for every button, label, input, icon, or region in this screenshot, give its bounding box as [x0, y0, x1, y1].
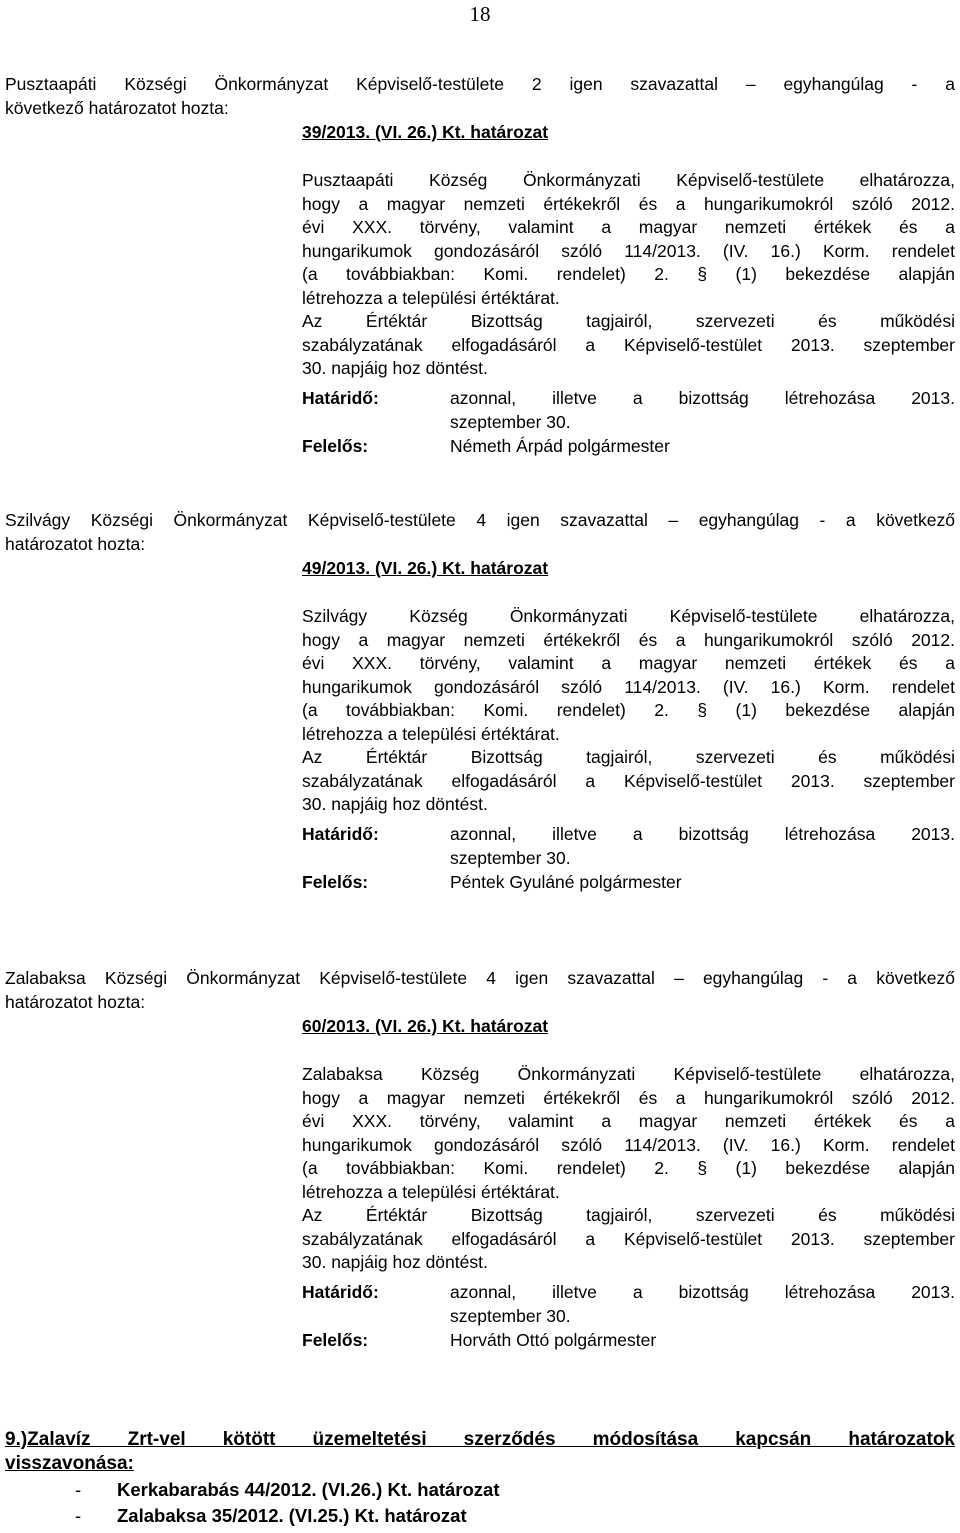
section-intro: Zalabaksa Községi Önkormányzat Képviselő-testülete 4 igen szavazattal – egyhangúlag - a következő [5, 968, 955, 988]
body-line: Az Értéktár Bizottság tagjairól, szervezeti és működési [302, 311, 955, 331]
body-line: évi XXX. törvény, valamint a magyar nemzeti értékek és a [302, 217, 955, 237]
body-line: szabályzatának elfogadásáról a Képviselő-testület 2013. szeptember [302, 334, 955, 355]
resolution-body [302, 1063, 955, 1275]
body-line: 30. napjáig hoz döntést. [302, 794, 488, 814]
responsible-row [302, 1329, 955, 1353]
responsible-row [302, 871, 955, 895]
deadline-row [302, 1281, 955, 1305]
resolution-body [302, 169, 955, 381]
responsible-row [302, 435, 955, 459]
deadline-value-continued: szeptember 30. [450, 1306, 571, 1326]
deadline-row [302, 823, 955, 847]
body-line: létrehozza a települési értéktárat. [302, 1181, 560, 1202]
list-item-text: Kerkabarabás 44/2012. (VI.26.) Kt. határozat [117, 1479, 500, 1500]
body-line: szabályzatának elfogadásáról a Képviselő-testület 2013. szeptember [302, 770, 955, 791]
resolution-number: 39/2013. (VI. 26.) Kt. határozat [302, 122, 549, 142]
body-line: hogy a magyar nemzeti értékekről és a hungarikumokról szóló 2012. [302, 1087, 955, 1108]
list-item-text: Zalabaksa 35/2012. (VI.25.) Kt. határozat [117, 1505, 467, 1526]
deadline-value: azonnal, illetve a bizottság létrehozása 2013. [450, 824, 955, 844]
list-bullet: - [75, 1479, 82, 1500]
body-line: létrehozza a települési értéktárat. [302, 287, 560, 308]
body-line: létrehozza a települési értéktárat. [302, 723, 560, 744]
deadline-label: Határidő: [302, 388, 379, 408]
responsible-label: Felelős: [302, 436, 369, 456]
section-intro-continued: határozatot hozta: [5, 534, 146, 554]
deadline-row [302, 387, 955, 411]
body-line: Az Értéktár Bizottság tagjairól, szervezeti és működési [302, 747, 955, 767]
section-intro: Szilvágy Községi Önkormányzat Képviselő-testülete 4 igen szavazattal – egyhangúlag - a következő [5, 510, 955, 530]
deadline-value-continued: szeptember 30. [450, 412, 571, 432]
section-intro: Pusztaapáti Községi Önkormányzat Képviselő-testülete 2 igen szavazattal – egyhangúlag - a [5, 74, 955, 94]
body-line: (a továbbiakban: Komi. rendelet) 2. § (1) bekezdése alapján [302, 700, 955, 720]
deadline-value: azonnal, illetve a bizottság létrehozása 2013. [450, 1282, 955, 1302]
deadline-value-continued: szeptember 30. [450, 848, 571, 868]
body-line: évi XXX. törvény, valamint a magyar nemzeti értékek és a [302, 1111, 955, 1131]
responsible-value: Péntek Gyuláné polgármester [450, 872, 682, 892]
resolution-number: 60/2013. (VI. 26.) Kt. határozat [302, 1016, 549, 1036]
body-line: 30. napjáig hoz döntést. [302, 1252, 488, 1272]
body-line: hungarikumok gondozásáról szóló 114/2013. (IV. 16.) Korm. rendelet [302, 676, 955, 697]
deadline-label: Határidő: [302, 1282, 379, 1302]
body-line: hungarikumok gondozásáról szóló 114/2013. (IV. 16.) Korm. rendelet [302, 1134, 955, 1155]
body-line: Szilvágy Község Önkormányzati Képviselő-testülete elhatározza, [302, 606, 955, 626]
responsible-label: Felelős: [302, 1330, 369, 1350]
body-line: (a továbbiakban: Komi. rendelet) 2. § (1) bekezdése alapján [302, 1158, 955, 1178]
body-line: hungarikumok gondozásáról szóló 114/2013. (IV. 16.) Korm. rendelet [302, 240, 955, 261]
list-item [75, 1478, 500, 1502]
body-line: 30. napjáig hoz döntést. [302, 358, 488, 378]
body-line: Pusztaapáti Község Önkormányzati Képviselő-testülete elhatározza, [302, 170, 955, 190]
responsible-value: Németh Árpád polgármester [450, 436, 670, 456]
body-line: évi XXX. törvény, valamint a magyar nemzeti értékek és a [302, 653, 955, 673]
body-line: hogy a magyar nemzeti értékekről és a hungarikumokról szóló 2012. [302, 193, 955, 214]
deadline-label: Határidő: [302, 824, 379, 844]
topic-heading-continued: visszavonása: [5, 1453, 134, 1474]
section-intro-continued: következő határozatot hozta: [5, 98, 229, 118]
responsible-label: Felelős: [302, 872, 369, 892]
body-line: hogy a magyar nemzeti értékekről és a hungarikumokról szóló 2012. [302, 629, 955, 650]
body-line: (a továbbiakban: Komi. rendelet) 2. § (1) bekezdése alapján [302, 264, 955, 284]
list-bullet: - [75, 1505, 82, 1526]
topic-heading: 9.)Zalavíz Zrt-vel kötött üzemeltetési szerződés módosítása kapcsán határozatok [5, 1429, 955, 1450]
deadline-value: azonnal, illetve a bizottság létrehozása 2013. [450, 388, 955, 408]
resolution-number: 49/2013. (VI. 26.) Kt. határozat [302, 558, 549, 578]
section-intro-continued: határozatot hozta: [5, 992, 146, 1012]
body-line: Zalabaksa Község Önkormányzati Képviselő-testülete elhatározza, [302, 1064, 955, 1084]
list-item [75, 1504, 467, 1528]
responsible-value: Horváth Ottó polgármester [450, 1330, 657, 1350]
resolution-body [302, 605, 955, 817]
page-number: 18 [469, 2, 491, 26]
body-line: szabályzatának elfogadásáról a Képviselő-testület 2013. szeptember [302, 1228, 955, 1249]
body-line: Az Értéktár Bizottság tagjairól, szervezeti és működési [302, 1205, 955, 1225]
